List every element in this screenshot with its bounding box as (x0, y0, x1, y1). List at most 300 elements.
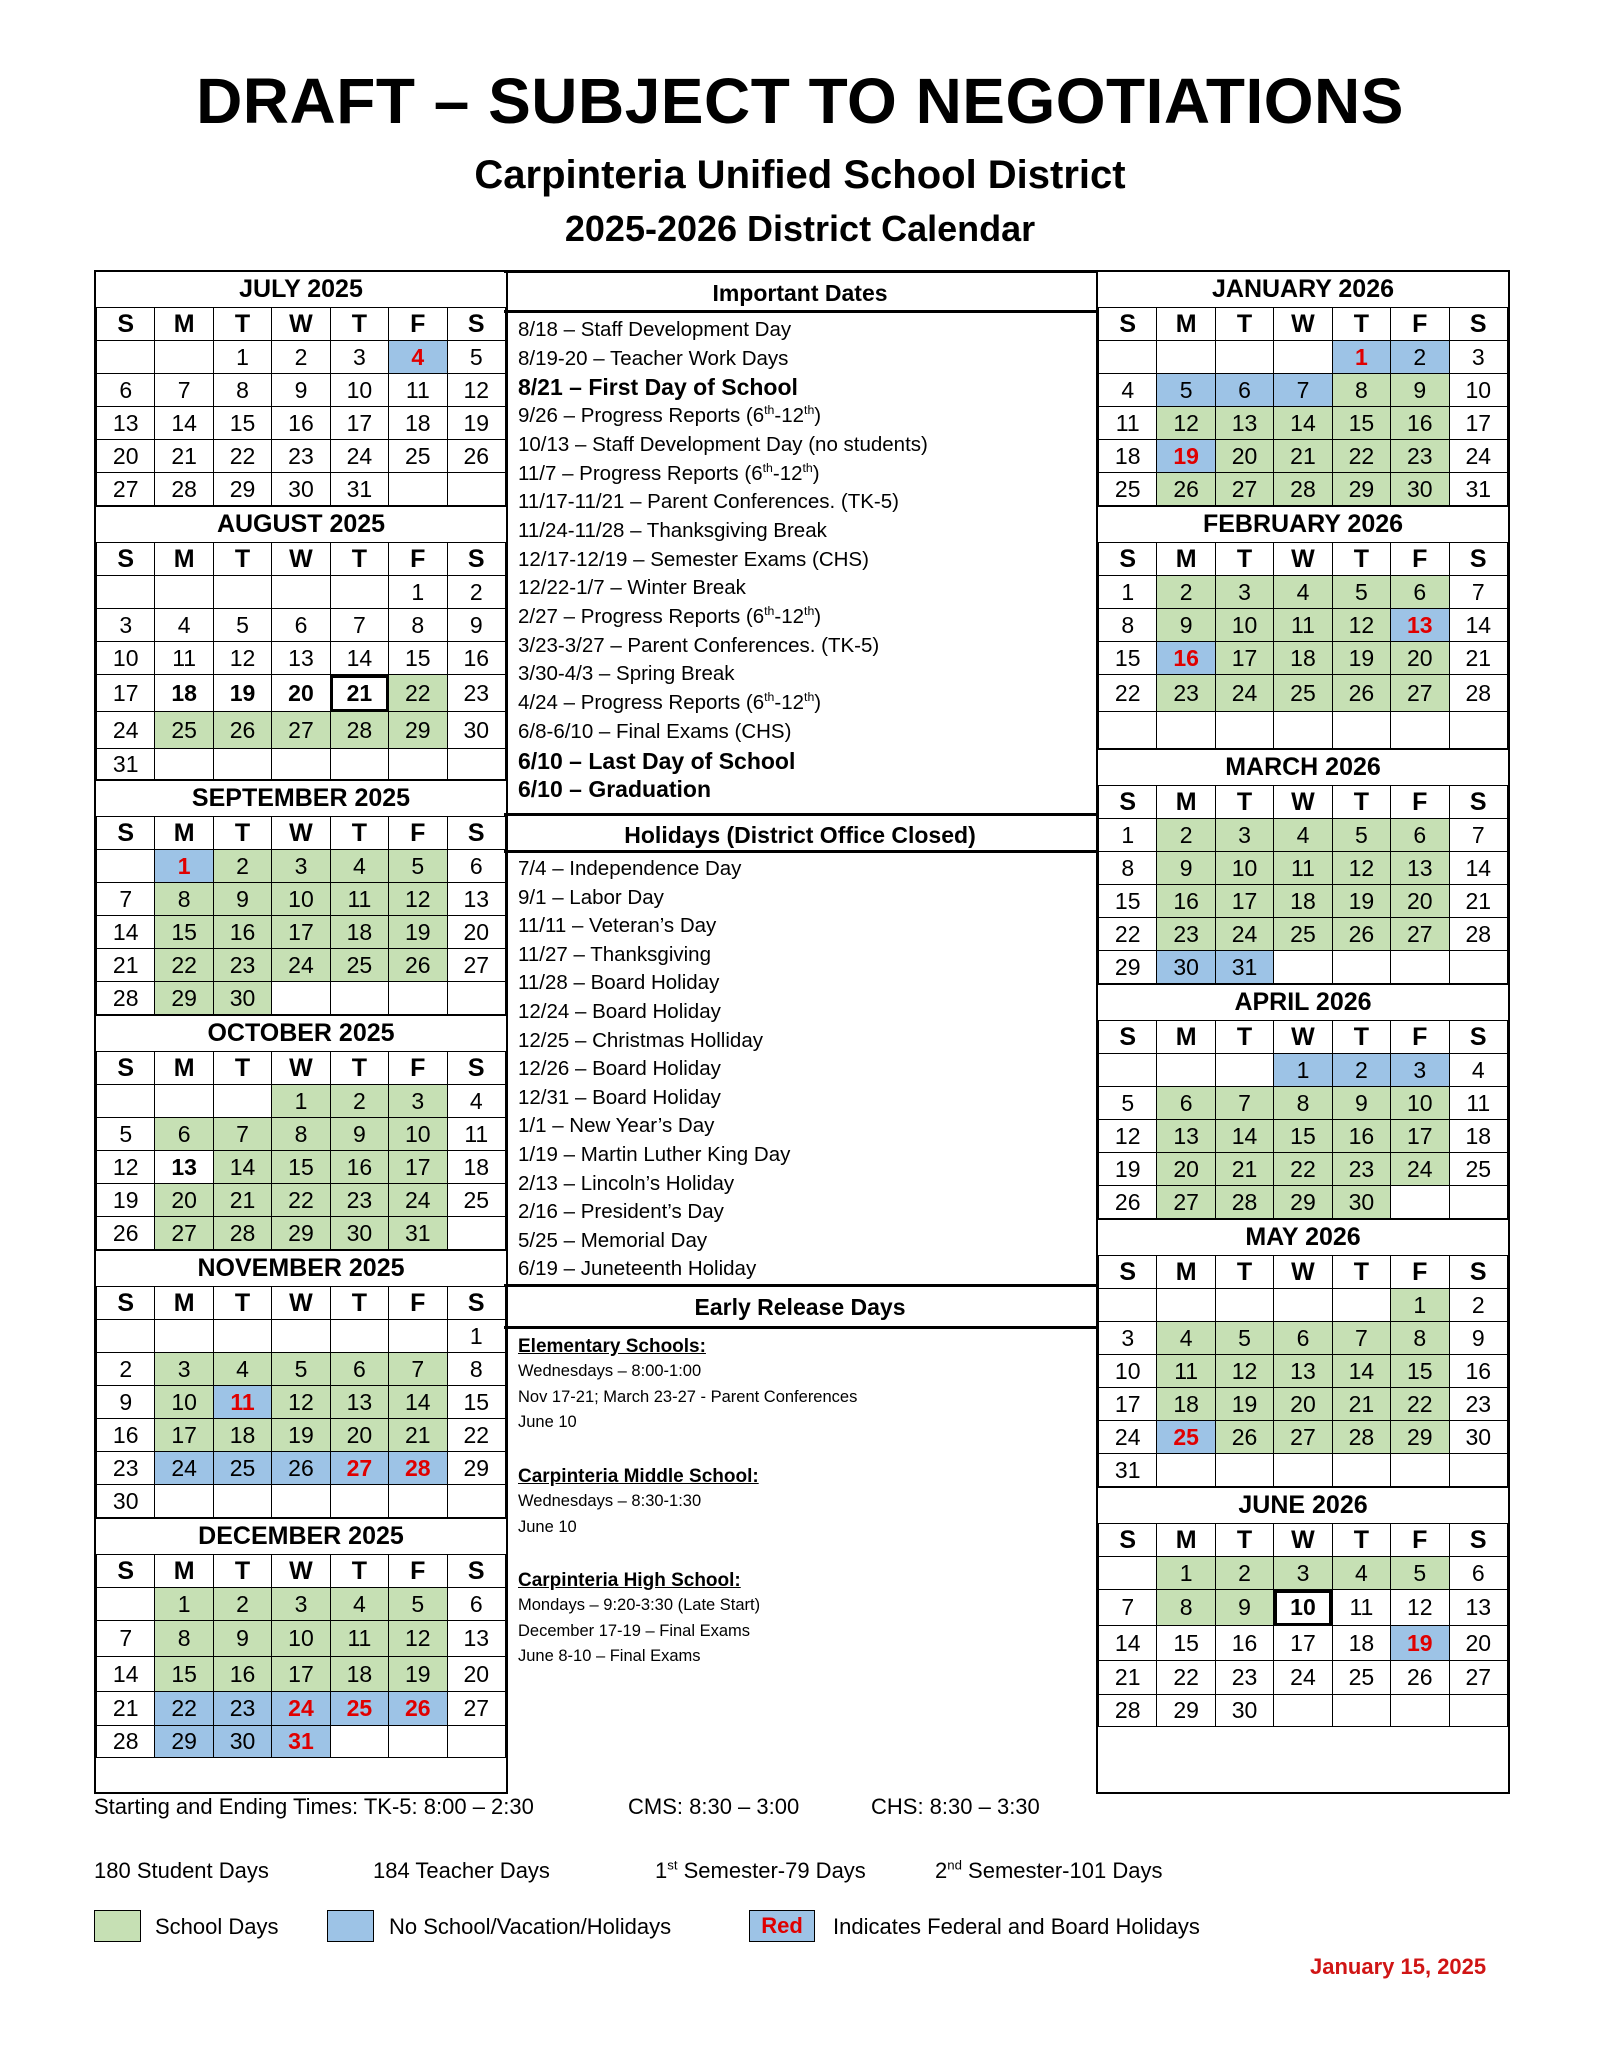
elementary-line: June 10 (518, 1413, 577, 1431)
day-cell: 30 (1449, 1421, 1507, 1454)
day-cell: 29 (1391, 1421, 1449, 1454)
weekday-header: F (389, 308, 447, 341)
day-cell: 26 (97, 1217, 155, 1250)
day-cell: 13 (330, 1386, 388, 1419)
day-cell: 23 (1332, 1153, 1390, 1186)
empty-day-cell (447, 1726, 505, 1758)
day-cell: 18 (213, 1419, 271, 1452)
weekday-header: M (155, 308, 213, 341)
day-cell: 4 (447, 1085, 505, 1118)
month-grid (1098, 307, 1508, 506)
day-cell: 30 (1391, 473, 1449, 506)
day-cell: 11 (1274, 852, 1332, 885)
empty-day-cell (213, 1485, 271, 1518)
day-cell: 27 (155, 1217, 213, 1250)
day-cell: 9 (1391, 374, 1449, 407)
weekday-header: T (1215, 1256, 1273, 1289)
important-date-item (518, 373, 1088, 402)
day-cell: 19 (1391, 1626, 1449, 1661)
start-end-times: Starting and Ending Times: TK-5: 8:00 – 2:30 (94, 1794, 534, 1819)
important-date-text: th (764, 403, 775, 418)
important-date-text: 11/7 – Progress Reports (6 (518, 461, 763, 485)
day-cell: 24 (272, 1692, 330, 1726)
important-date-text: -12 (774, 691, 805, 715)
day-cell: 14 (155, 407, 213, 440)
weekday-header: S (447, 817, 505, 850)
weekday-header: S (1099, 1256, 1157, 1289)
month-title: OCTOBER 2025 (96, 1014, 506, 1051)
day-cell: 11 (389, 374, 447, 407)
weekday-header: S (1099, 308, 1157, 341)
day-cell: 11 (330, 883, 388, 916)
early-release-cms (518, 1464, 1088, 1540)
day-cell: 30 (1215, 1695, 1273, 1727)
day-cell: 28 (1215, 1186, 1273, 1219)
day-cell: 5 (389, 1588, 447, 1621)
empty-day-cell (272, 1320, 330, 1353)
day-cell: 12 (97, 1151, 155, 1184)
empty-day-cell (1099, 1557, 1157, 1590)
day-cell: 10 (272, 883, 330, 916)
day-cell: 17 (1215, 885, 1273, 918)
student-days: 180 Student Days (94, 1858, 269, 1883)
weekday-header: F (389, 1555, 447, 1588)
day-cell: 21 (1449, 642, 1507, 675)
day-cell: 3 (272, 1588, 330, 1621)
day-cell: 17 (330, 407, 388, 440)
day-cell: 2 (213, 850, 271, 883)
day-cell: 20 (1391, 885, 1449, 918)
day-cell: 31 (330, 473, 388, 506)
day-cell: 13 (1391, 852, 1449, 885)
empty-day-cell (1332, 951, 1390, 984)
weekday-header: F (389, 1287, 447, 1320)
weekday-header: T (1332, 543, 1390, 576)
day-cell: 28 (97, 982, 155, 1015)
day-cell: 10 (389, 1118, 447, 1151)
day-cell: 15 (1157, 1626, 1215, 1661)
day-cell: 30 (330, 1217, 388, 1250)
day-cell: 5 (272, 1353, 330, 1386)
month-grid (96, 1554, 506, 1758)
day-cell: 21 (1449, 885, 1507, 918)
empty-day-cell (389, 1485, 447, 1518)
weekday-header: W (272, 543, 330, 576)
elementary-line: Nov 17-21; March 23-27 - Parent Conferences (518, 1387, 858, 1406)
day-cell: 22 (155, 949, 213, 982)
weekday-header: W (1274, 543, 1332, 576)
month-title: MAY 2026 (1098, 1218, 1508, 1255)
empty-day-cell (1157, 1454, 1215, 1487)
day-cell: 25 (330, 949, 388, 982)
day-cell: 23 (1449, 1388, 1507, 1421)
day-cell: 28 (1332, 1421, 1390, 1454)
day-cell: 23 (213, 1692, 271, 1726)
day-cell: 18 (330, 916, 388, 949)
day-cell: 19 (1099, 1153, 1157, 1186)
empty-day-cell (1449, 712, 1507, 749)
day-cell: 13 (1391, 609, 1449, 642)
weekday-header: M (1157, 1524, 1215, 1557)
empty-day-cell (1157, 1289, 1215, 1322)
day-cell: 28 (1449, 675, 1507, 712)
day-cell: 13 (97, 407, 155, 440)
day-cell: 29 (1274, 1186, 1332, 1219)
day-cell: 21 (1099, 1661, 1157, 1695)
day-cell: 27 (97, 473, 155, 506)
day-cell: 29 (213, 473, 271, 506)
holidays-list (518, 855, 1088, 1284)
day-cell: 3 (1099, 1322, 1157, 1355)
day-cell: 11 (155, 642, 213, 675)
day-cell: 15 (447, 1386, 505, 1419)
day-cell: 12 (1332, 609, 1390, 642)
day-cell: 4 (155, 609, 213, 642)
day-cell: 23 (97, 1452, 155, 1485)
day-cell: 31 (1099, 1454, 1157, 1487)
month-title: JULY 2025 (96, 270, 506, 307)
day-cell: 17 (97, 675, 155, 712)
day-cell: 11 (1449, 1087, 1507, 1120)
empty-day-cell (330, 749, 388, 780)
day-cell: 27 (447, 949, 505, 982)
empty-day-cell (1332, 1454, 1390, 1487)
day-cell: 3 (1215, 576, 1273, 609)
day-cell: 29 (155, 982, 213, 1015)
day-cell: 2 (1157, 819, 1215, 852)
day-cell: 5 (213, 609, 271, 642)
weekday-header: M (1157, 786, 1215, 819)
day-cell: 25 (389, 440, 447, 473)
day-cell: 26 (213, 712, 271, 749)
draft-date: January 15, 2025 (1310, 1954, 1487, 1979)
weekday-header: M (155, 1555, 213, 1588)
day-cell: 2 (97, 1353, 155, 1386)
day-cell: 16 (1391, 407, 1449, 440)
day-cell: 19 (1332, 885, 1390, 918)
day-cell: 1 (1099, 819, 1157, 852)
month-grid (96, 1051, 506, 1250)
day-cell: 1 (213, 341, 271, 374)
day-cell: 10 (1215, 852, 1273, 885)
empty-day-cell (1274, 1454, 1332, 1487)
day-cell: 24 (389, 1184, 447, 1217)
day-cell: 15 (272, 1151, 330, 1184)
empty-day-cell (1449, 951, 1507, 984)
empty-day-cell (1391, 712, 1449, 749)
day-cell: 30 (447, 712, 505, 749)
empty-day-cell (213, 749, 271, 780)
day-cell: 7 (330, 609, 388, 642)
weekday-header: W (1274, 308, 1332, 341)
weekday-header: T (1332, 786, 1390, 819)
day-cell: 26 (1215, 1421, 1273, 1454)
day-cell: 13 (155, 1151, 213, 1184)
day-cell: 23 (213, 949, 271, 982)
weekday-header: W (1274, 1021, 1332, 1054)
day-cell: 20 (1391, 642, 1449, 675)
weekday-header: W (272, 1287, 330, 1320)
day-cell: 18 (155, 675, 213, 712)
important-date-item (518, 488, 1088, 517)
chs-line: Mondays – 9:20-3:30 (Late Start) (518, 1596, 761, 1614)
empty-day-cell (447, 749, 505, 780)
day-cell: 24 (1449, 440, 1507, 473)
day-cell: 25 (213, 1452, 271, 1485)
empty-day-cell (155, 576, 213, 609)
day-cell: 3 (1215, 819, 1273, 852)
weekday-header: T (1215, 543, 1273, 576)
day-cell: 11 (213, 1386, 271, 1419)
day-cell: 3 (1274, 1557, 1332, 1590)
weekday-header: W (1274, 786, 1332, 819)
day-cell: 13 (1274, 1355, 1332, 1388)
day-cell: 20 (1157, 1153, 1215, 1186)
day-cell: 20 (272, 675, 330, 712)
day-cell: 7 (155, 374, 213, 407)
empty-day-cell (272, 982, 330, 1015)
weekday-header: T (213, 1287, 271, 1320)
day-cell: 16 (213, 1657, 271, 1692)
day-cell: 5 (389, 850, 447, 883)
empty-day-cell (330, 1726, 388, 1758)
empty-day-cell (213, 1085, 271, 1118)
day-cell: 15 (1391, 1355, 1449, 1388)
day-cell: 20 (1449, 1626, 1507, 1661)
day-cell: 16 (1332, 1120, 1390, 1153)
empty-day-cell (330, 1485, 388, 1518)
day-cell: 16 (1449, 1355, 1507, 1388)
day-cell: 14 (1274, 407, 1332, 440)
day-cell: 4 (1449, 1054, 1507, 1087)
day-cell: 28 (330, 712, 388, 749)
empty-day-cell (1274, 712, 1332, 749)
weekday-header: W (272, 1555, 330, 1588)
day-cell: 10 (1449, 374, 1507, 407)
day-cell: 24 (1099, 1421, 1157, 1454)
month-title: MARCH 2026 (1098, 748, 1508, 785)
important-date-text: th (804, 690, 815, 705)
month-grid (1098, 1020, 1508, 1219)
important-date-text: 2/27 – Progress Reports (6 (518, 605, 765, 629)
day-cell: 8 (1157, 1590, 1215, 1626)
day-cell: 21 (155, 440, 213, 473)
day-cell: 23 (1215, 1661, 1273, 1695)
early-release-title: Early Release Days (504, 1284, 1096, 1329)
day-cell: 1 (389, 576, 447, 609)
day-cell: 6 (1157, 1087, 1215, 1120)
day-cell: 8 (272, 1118, 330, 1151)
day-cell: 19 (272, 1419, 330, 1452)
day-cell: 3 (1391, 1054, 1449, 1087)
weekday-header: S (97, 1287, 155, 1320)
day-cell: 20 (155, 1184, 213, 1217)
day-cell: 12 (447, 374, 505, 407)
day-cell: 12 (1391, 1590, 1449, 1626)
day-cell: 29 (389, 712, 447, 749)
empty-day-cell (1099, 712, 1157, 749)
day-cell: 18 (447, 1151, 505, 1184)
day-cell: 2 (1157, 576, 1215, 609)
empty-day-cell (155, 1485, 213, 1518)
day-cell: 29 (1157, 1695, 1215, 1727)
weekday-header: S (1099, 786, 1157, 819)
day-cell: 10 (1099, 1355, 1157, 1388)
day-cell: 6 (447, 850, 505, 883)
day-cell: 30 (97, 1485, 155, 1518)
legend-no-school-label: No School/Vacation/Holidays (389, 1914, 672, 1939)
weekday-header: T (213, 1052, 271, 1085)
day-cell: 1 (1274, 1054, 1332, 1087)
early-release-chs (518, 1568, 1088, 1670)
holiday-item: 11/27 – Thanksgiving (518, 942, 711, 966)
cms-line: June 10 (518, 1517, 577, 1536)
important-date-item (518, 460, 1088, 489)
day-cell: 17 (1099, 1388, 1157, 1421)
day-cell: 7 (1449, 576, 1507, 609)
month-grid (1098, 1255, 1508, 1487)
day-cell: 22 (213, 440, 271, 473)
important-date-text: 3/30-4/3 – Spring Break (518, 662, 735, 686)
important-date-text: th (804, 403, 815, 418)
day-cell: 14 (97, 916, 155, 949)
important-date-item (518, 632, 1088, 661)
day-cell: 19 (1332, 642, 1390, 675)
holiday-item: 7/4 – Independence Day (518, 857, 742, 880)
important-date-text: 3/23-3/27 – Parent Conferences. (TK-5) (518, 633, 880, 657)
day-cell: 23 (1157, 918, 1215, 951)
day-cell: 14 (213, 1151, 271, 1184)
empty-day-cell (330, 1320, 388, 1353)
holiday-item: 11/28 – Board Holiday (518, 971, 720, 995)
day-cell: 23 (447, 675, 505, 712)
day-cell: 6 (1274, 1322, 1332, 1355)
day-cell: 4 (1274, 819, 1332, 852)
day-cell: 6 (155, 1118, 213, 1151)
important-date-item (518, 345, 1088, 374)
day-cell: 14 (1215, 1120, 1273, 1153)
empty-day-cell (1157, 1054, 1215, 1087)
day-cell: 12 (1099, 1120, 1157, 1153)
day-cell: 16 (213, 916, 271, 949)
empty-day-cell (1391, 1695, 1449, 1727)
day-cell: 5 (1157, 374, 1215, 407)
day-cell: 26 (447, 440, 505, 473)
day-cell: 27 (1449, 1661, 1507, 1695)
day-cell: 11 (330, 1621, 388, 1657)
important-date-item (518, 603, 1088, 632)
weekday-header: M (155, 817, 213, 850)
day-cell: 31 (97, 749, 155, 780)
day-cell: 10 (1391, 1087, 1449, 1120)
month-grid (96, 542, 506, 780)
weekday-header: F (389, 817, 447, 850)
legend-red-swatch: Red (749, 1910, 815, 1942)
day-cell: 13 (1215, 407, 1273, 440)
day-cell: 26 (389, 1692, 447, 1726)
day-cell: 19 (97, 1184, 155, 1217)
day-cell: 24 (1391, 1153, 1449, 1186)
weekday-header: S (1099, 543, 1157, 576)
weekday-header: S (1099, 1021, 1157, 1054)
holiday-item: 11/11 – Veteran’s Day (518, 914, 717, 938)
holidays-title: Holidays (District Office Closed) (504, 813, 1096, 853)
weekday-header: S (447, 1287, 505, 1320)
important-date-item (518, 689, 1088, 718)
holiday-item: 1/19 – Martin Luther King Day (518, 1142, 791, 1166)
empty-day-cell (1274, 341, 1332, 374)
day-cell: 1 (1099, 576, 1157, 609)
day-cell: 12 (1157, 407, 1215, 440)
day-cell: 3 (155, 1353, 213, 1386)
day-cell: 1 (155, 850, 213, 883)
weekday-header: T (330, 543, 388, 576)
day-cell: 19 (447, 407, 505, 440)
day-cell: 11 (1157, 1355, 1215, 1388)
day-cell: 31 (1215, 951, 1273, 984)
day-cell: 3 (389, 1085, 447, 1118)
empty-day-cell (1391, 1186, 1449, 1219)
day-cell: 8 (447, 1353, 505, 1386)
day-cell: 6 (447, 1588, 505, 1621)
weekday-header: F (1391, 786, 1449, 819)
semester-number: 1 (655, 1858, 668, 1883)
day-cell: 8 (1099, 852, 1157, 885)
chs-times: CHS: 8:30 – 3:30 (871, 1794, 1040, 1819)
weekday-header: W (272, 817, 330, 850)
day-cell: 8 (389, 609, 447, 642)
day-cell: 26 (389, 949, 447, 982)
day-cell: 27 (330, 1452, 388, 1485)
day-cell: 9 (97, 1386, 155, 1419)
weekday-header: T (1215, 1524, 1273, 1557)
day-cell: 19 (213, 675, 271, 712)
day-cell: 13 (272, 642, 330, 675)
empty-day-cell (1215, 1289, 1273, 1322)
day-cell: 16 (97, 1419, 155, 1452)
day-cell: 22 (1099, 918, 1157, 951)
important-date-text: ) (814, 605, 822, 629)
empty-day-cell (155, 1320, 213, 1353)
day-cell: 1 (1157, 1557, 1215, 1590)
day-cell: 5 (1391, 1557, 1449, 1590)
month-title: FEBRUARY 2026 (1098, 505, 1508, 542)
empty-day-cell (389, 1726, 447, 1758)
day-cell: 15 (155, 1657, 213, 1692)
day-cell: 12 (389, 1621, 447, 1657)
important-date-text: 8/18 – Staff Development Day (518, 318, 792, 341)
day-cell: 16 (1215, 1626, 1273, 1661)
day-cell: 21 (1215, 1153, 1273, 1186)
empty-day-cell (1391, 951, 1449, 984)
holiday-item: 12/31 – Board Holiday (518, 1085, 721, 1109)
cms-line: Wednesdays – 8:30-1:30 (518, 1492, 702, 1510)
day-cell: 10 (1215, 609, 1273, 642)
day-cell: 4 (1274, 576, 1332, 609)
day-cell: 11 (1274, 609, 1332, 642)
day-cell: 1 (1391, 1289, 1449, 1322)
day-cell: 9 (1449, 1322, 1507, 1355)
weekday-header: S (97, 817, 155, 850)
day-cell: 15 (213, 407, 271, 440)
day-cell: 27 (1391, 918, 1449, 951)
empty-day-cell (447, 473, 505, 506)
important-date-text: th (764, 604, 775, 619)
day-cell: 16 (1157, 642, 1215, 675)
day-cell: 9 (447, 609, 505, 642)
empty-day-cell (97, 1320, 155, 1353)
month-grid (1098, 785, 1508, 984)
